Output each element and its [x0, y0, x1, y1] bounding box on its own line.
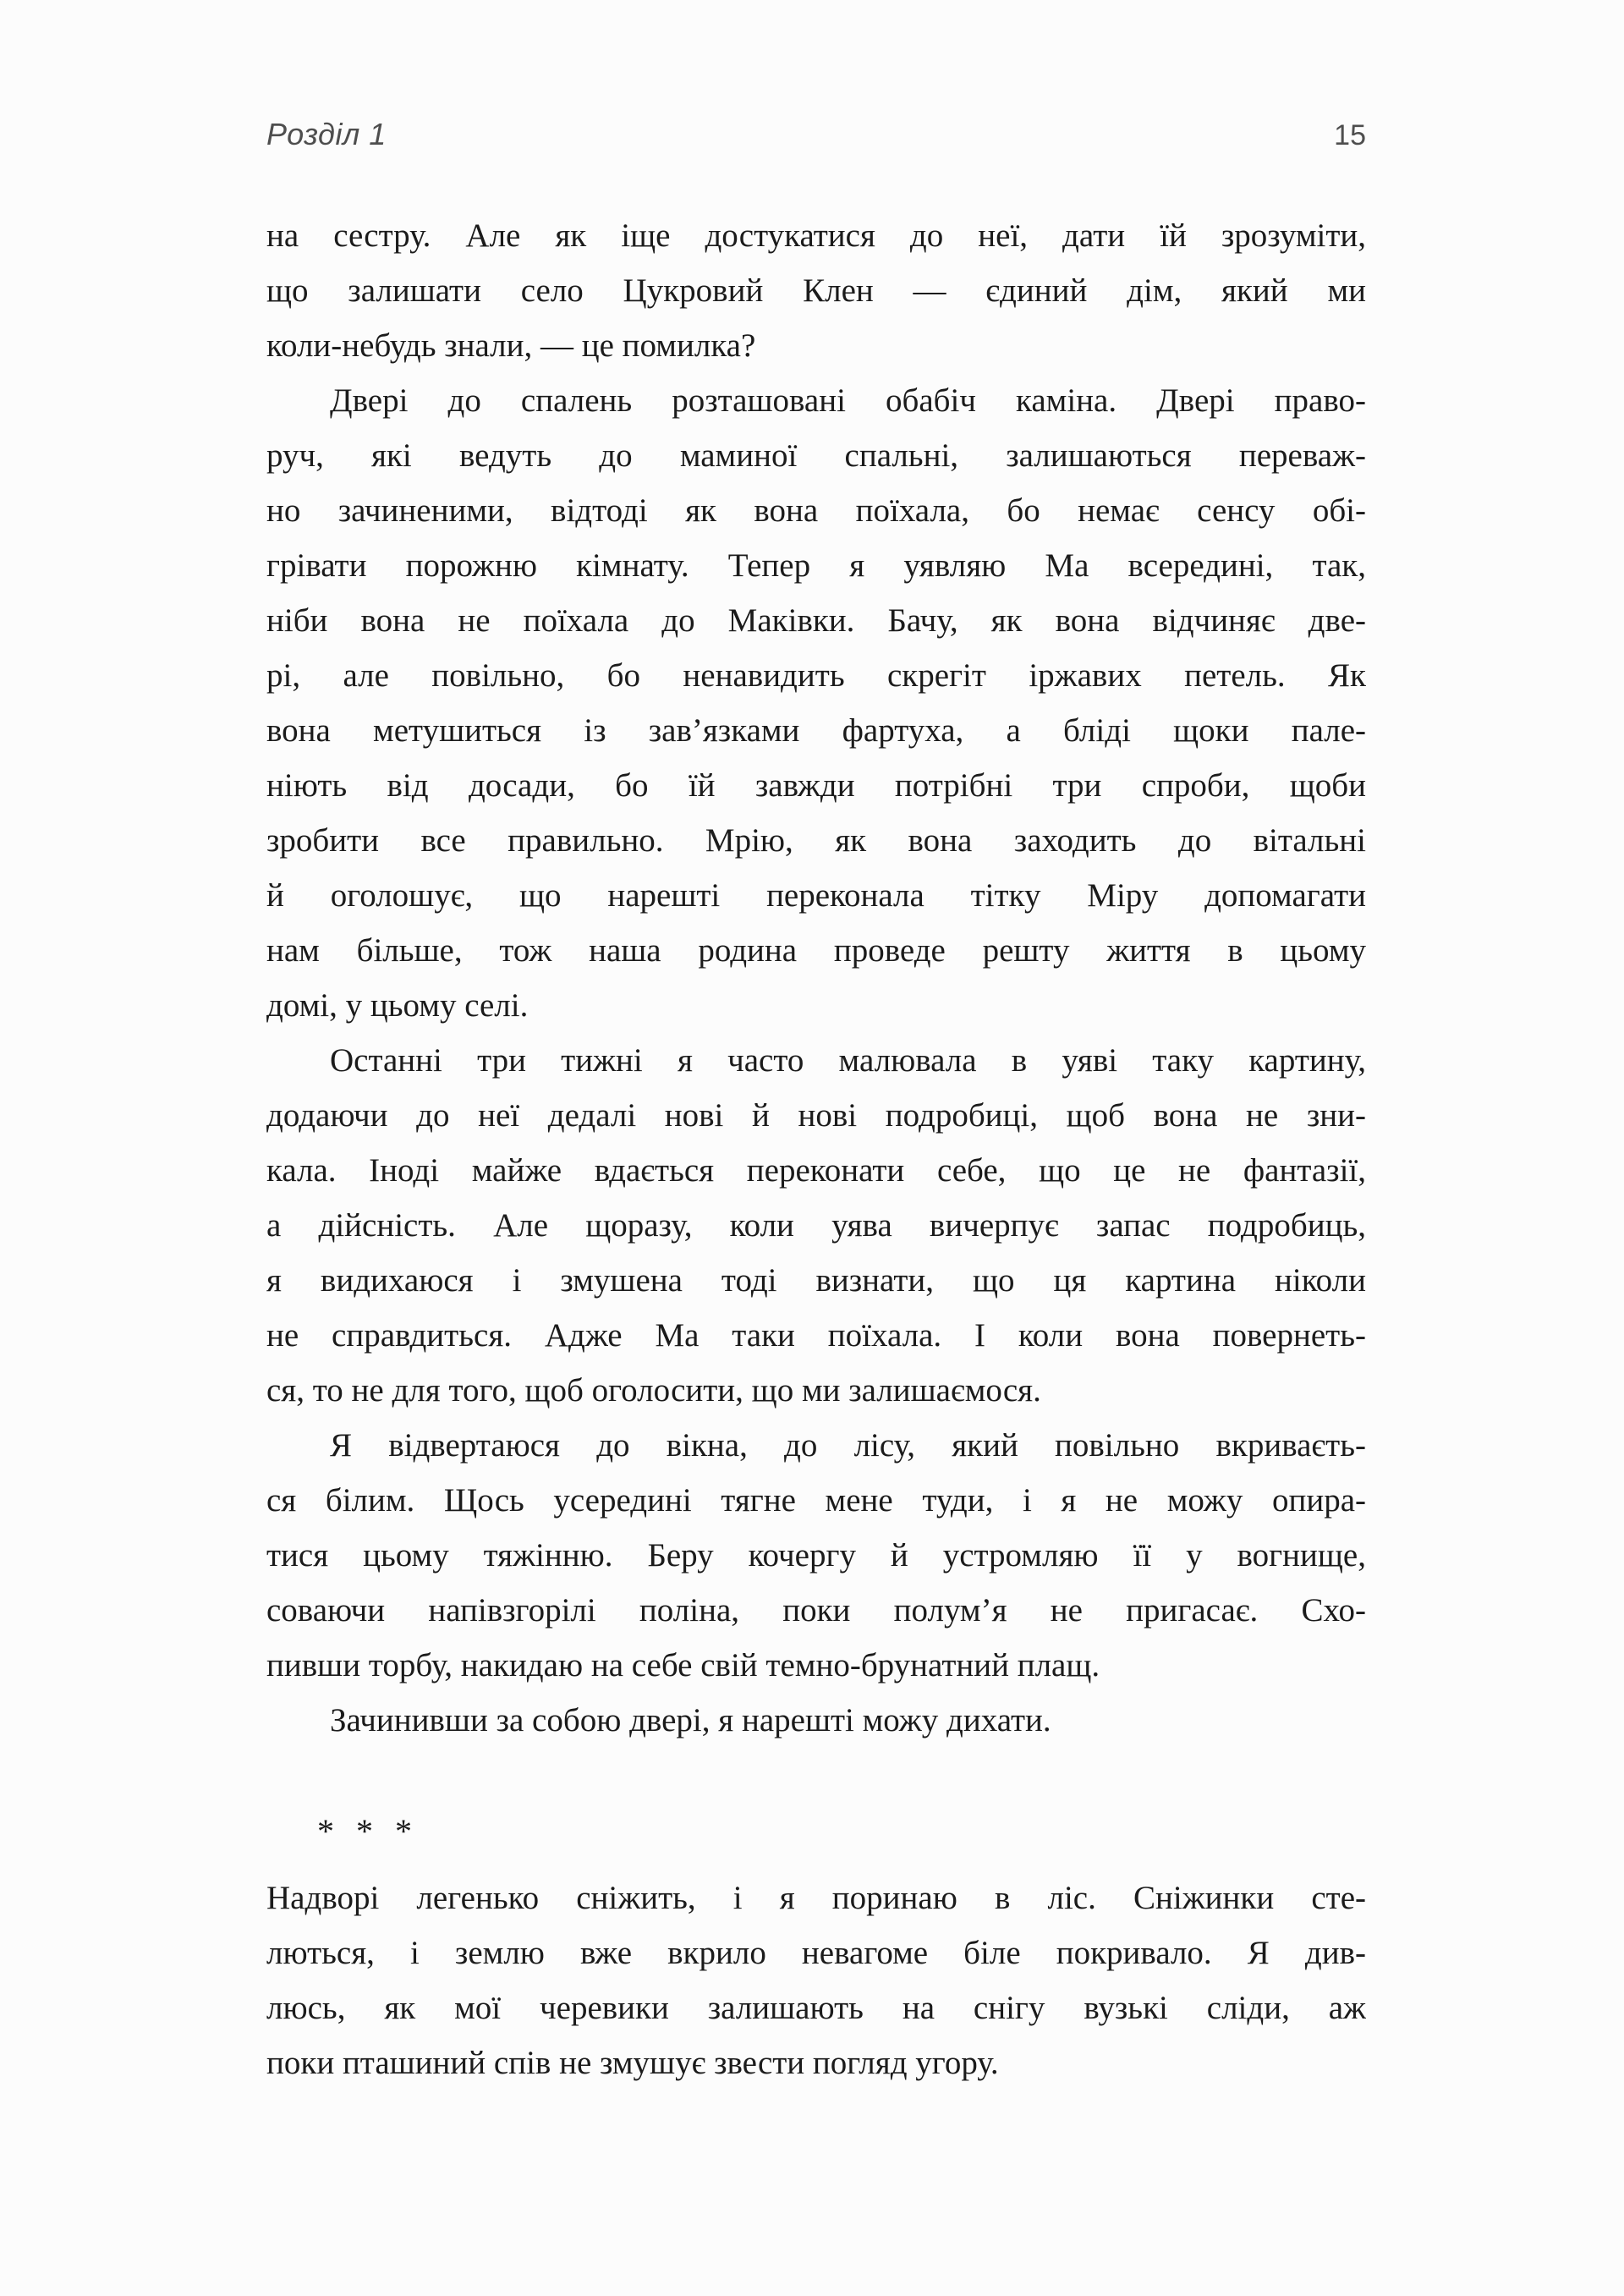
paragraph [266, 373, 1366, 1033]
text-line: коли-небудь знали, — це помилка? [266, 327, 756, 364]
running-header [266, 117, 1366, 156]
text-line: ся, то не для того, щоб оголосити, що ми залишаємося. [266, 1372, 1041, 1409]
text-line: люсь, як мої черевики залишають на снігу вузькі сліди, аж [266, 1990, 1366, 2026]
text-line: ніють від досади, бо їй завжди потрібні три спроби, щоби [266, 767, 1366, 804]
section-separator: * * * [317, 1812, 419, 1850]
text-line: я видихаюся і змушена тоді визнати, що ця картина ніколи [266, 1262, 1366, 1299]
text-line: ніби вона не поїхала до Маківки. Бачу, як вона відчиняє две- [266, 602, 1366, 639]
text-line: руч, які ведуть до маминої спальні, залишаються переваж- [266, 437, 1366, 474]
paragraph [266, 1418, 1366, 1693]
text-line: нам більше, тож наша родина проведе решту життя в цьому [266, 932, 1366, 969]
paragraph [266, 208, 1366, 373]
text-line: що залишати село Цукровий Клен — єдиний дім, який ми [266, 272, 1366, 309]
text-line: Двері до спалень розташовані обабіч каміна. Двері право- [330, 382, 1366, 419]
text-line: пивши торбу, накидаю на себе свій темно-брунатний плащ. [266, 1647, 1100, 1684]
text-line: ся білим. Щось усередині тягне мене туди, і я не можу опира- [266, 1482, 1366, 1519]
text-line: но зачиненими, відтоді як вона поїхала, бо немає сенсу обі- [266, 492, 1366, 529]
text-line: а дійсність. Але щоразу, коли уява вичерпує запас подробиць, [266, 1207, 1366, 1244]
page-body [266, 208, 1366, 2090]
chapter-label: Розділ 1 [266, 117, 387, 151]
text-line: Я відвертаюся до вікна, до лісу, який повільно вкриваєть- [330, 1427, 1366, 1464]
paragraph [266, 1693, 1366, 1748]
text-line: грівати порожню кімнату. Тепер я уявляю Ма всередині, так, [266, 547, 1366, 584]
text-line: рі, але повільно, бо ненавидить скрегіт іржавих петель. Як [266, 657, 1366, 694]
text-line: Останні три тижні я часто малювала в уяві таку картину, [330, 1042, 1366, 1079]
text-line: й оголошує, що нарешті переконала тітку Міру допомагати [266, 877, 1366, 914]
text-line: кала. Іноді майже вдається переконати себе, що це не фантазії, [266, 1152, 1366, 1189]
paragraph [266, 1033, 1366, 1418]
text-line: Зачинивши за собою двері, я нарешті можу дихати. [330, 1702, 1051, 1738]
paragraph [266, 1870, 1366, 2090]
text-line: соваючи напівзгорілі поліна, поки полум’я не пригасає. Схо- [266, 1592, 1366, 1629]
text-line: не справдиться. Адже Ма таки поїхала. І коли вона повернеть- [266, 1317, 1366, 1354]
page-number: 15 [1334, 119, 1366, 151]
text-line: зробити все правильно. Мрію, як вона заходить до вітальні [266, 822, 1366, 859]
text-line: лються, і землю вже вкрило невагоме біле покривало. Я див- [266, 1935, 1366, 1971]
text-line: на сестру. Але як іще достукатися до неї, дати їй зрозуміти, [266, 217, 1366, 254]
text-line: вона метушиться із зав’язками фартуха, а бліді щоки пале- [266, 712, 1366, 749]
text-line: тися цьому тяжінню. Беру кочергу й устромляю її у вогнище, [266, 1537, 1366, 1574]
text-line: Надворі легенько сніжить, і я поринаю в ліс. Сніжинки сте- [266, 1880, 1366, 1916]
text-line: поки пташиний спів не змушує звести погляд угору. [266, 2045, 999, 2081]
text-line: додаючи до неї дедалі нові й нові подробиці, щоб вона не зни- [266, 1097, 1366, 1134]
text-line: домі, у цьому селі. [266, 987, 529, 1024]
